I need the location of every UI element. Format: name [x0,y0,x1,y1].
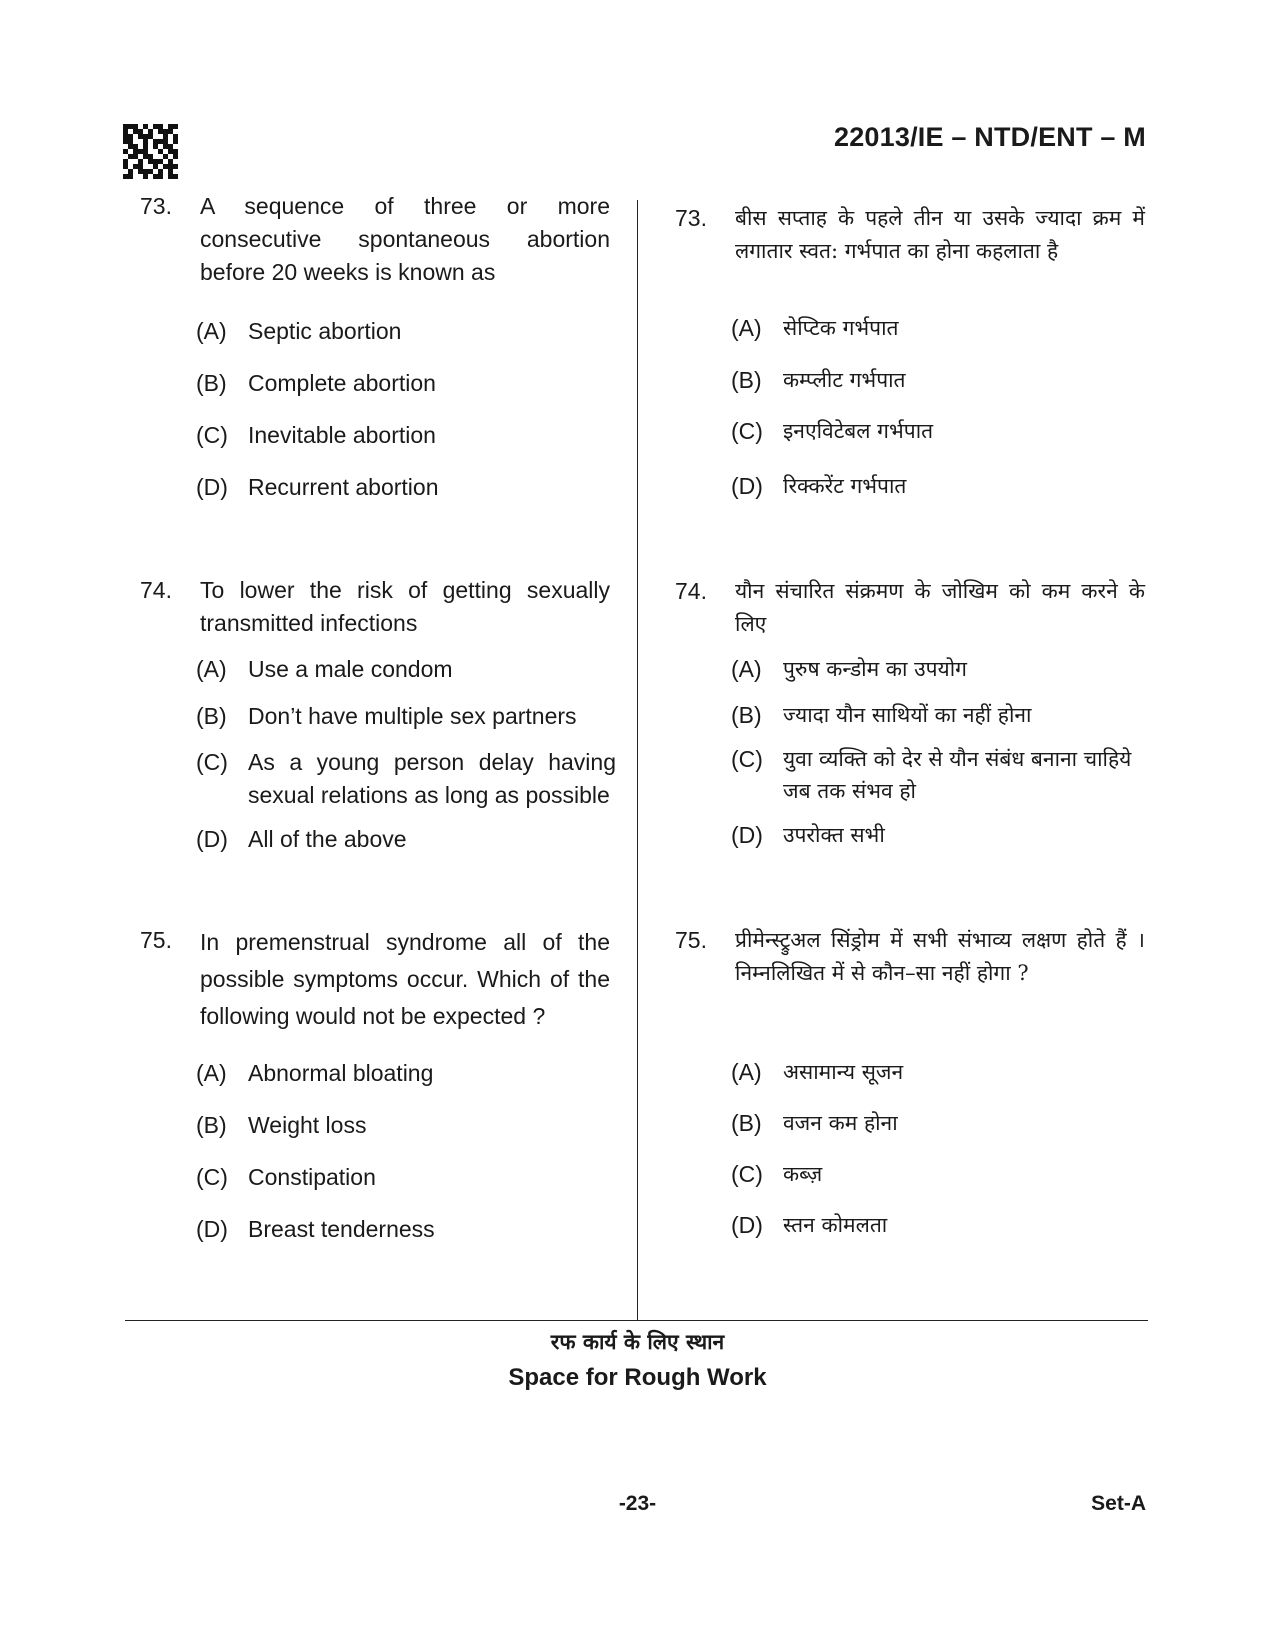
option-text: As a young person delay having sexual relations as long as possible [248,749,616,808]
option-label: (D) [731,473,763,499]
option-text: Weight loss [248,1112,367,1138]
option-label: (D) [731,1212,763,1238]
option-73-d-hi [731,470,1151,503]
question-text: To lower the risk of getting sexually transmitted infections [200,577,610,636]
question-73-hi [675,202,1145,268]
option-73-d-en [196,471,616,504]
option-label: (D) [731,822,763,848]
option-label: (B) [196,1112,227,1138]
option-75-b-hi [731,1107,1151,1140]
paper-code: 22013/IE – NTD/ENT – M [833,122,1146,152]
question-text: प्रीमेन्स्ट्रुअल सिंड्रोम में सभी संभाव्य लक्षण होते हैं । निम्नलिखित में से कौन–सा नहीं होगा ? [735,928,1145,985]
question-number: 75. [140,927,172,953]
question-number: 74. [140,577,172,603]
option-label: (B) [196,703,227,729]
option-73-c-hi [731,415,1151,448]
page-number: -23- [618,1492,657,1515]
option-73-a-en [196,315,616,348]
option-74-d-hi [731,819,1151,852]
option-75-b-en [196,1109,616,1142]
option-73-b-en [196,367,616,400]
option-text: Use a male condom [248,656,453,682]
option-label: (C) [731,1161,763,1187]
option-75-a-en [196,1057,616,1090]
option-label: (A) [196,656,227,682]
option-74-c-hi [731,743,1151,807]
option-label: (C) [196,749,228,775]
option-74-a-en [196,653,616,686]
option-text: युवा व्यक्ति को देर से यौन संबंध बनाना चाहिये जब तक संभव हो [783,747,1132,803]
option-label: (A) [731,315,762,341]
question-text: बीस सप्ताह के पहले तीन या उसके ज्यादा क्रम में लगातार स्वत: गर्भपात का होना कहलाता है [735,206,1145,263]
option-text: Breast tenderness [248,1216,435,1242]
option-label: (A) [196,318,227,344]
option-text: Recurrent abortion [248,474,439,500]
option-text: स्तन कोमलता [783,1213,888,1237]
option-text: कब्ज़ [783,1162,823,1186]
option-75-a-hi [731,1056,1151,1089]
option-label: (C) [196,422,228,448]
question-number: 75. [675,927,707,953]
option-label: (B) [196,370,227,396]
option-label: (D) [196,474,228,500]
option-text: Inevitable abortion [248,422,436,448]
option-label: (B) [731,702,762,728]
option-text: Don’t have multiple sex partners [248,703,577,729]
question-74-hi [675,575,1145,641]
column-divider [637,200,638,1320]
option-74-b-en [196,700,616,733]
option-text: रिक्करेंट गर्भपात [783,474,907,498]
option-74-d-en [196,823,616,856]
option-label: (A) [731,656,762,682]
option-73-c-en [196,419,616,452]
rough-work-divider [125,1320,1148,1321]
option-text: असामान्य सूजन [783,1060,904,1084]
qr-code-icon [123,124,178,179]
question-74-en [140,574,610,640]
option-text: उपरोक्त सभी [783,823,885,847]
question-75-hi [675,924,1145,990]
question-text: A sequence of three or more consecutive spontaneous abortion before 20 weeks is known as [200,193,610,285]
option-text: कम्प्लीट गर्भपात [783,368,906,392]
option-73-a-hi [731,312,1151,345]
option-label: (C) [731,418,763,444]
question-number: 74. [675,578,707,604]
option-label: (B) [731,367,762,393]
option-text: पुरुष कन्डोम का उपयोग [783,657,967,681]
option-label: (C) [196,1164,228,1190]
option-text: All of the above [248,826,407,852]
option-74-a-hi [731,653,1151,686]
option-label: (D) [196,1216,228,1242]
rough-work-heading: Space for Rough Work [508,1364,767,1391]
question-text: यौन संचारित संक्रमण के जोखिम को कम करने के लिए [735,579,1145,636]
option-73-b-hi [731,364,1151,397]
option-label: (A) [731,1059,762,1085]
option-text: Abnormal bloating [248,1060,434,1086]
question-75-en [140,924,610,1035]
question-number: 73. [675,205,707,231]
option-text: Constipation [248,1164,376,1190]
question-73-en [140,190,610,289]
question-number: 73. [140,193,172,219]
option-label: (D) [196,826,228,852]
option-74-b-hi [731,699,1151,732]
option-75-c-en [196,1161,616,1194]
option-75-d-hi [731,1209,1151,1242]
option-text: ज्यादा यौन साथियों का नहीं होना [783,703,1032,727]
option-label: (B) [731,1110,762,1136]
option-text: सेप्टिक गर्भपात [783,316,899,340]
option-74-c-en [196,746,616,812]
option-text: वजन कम होना [783,1111,898,1135]
set-label: Set-A [1091,1492,1146,1515]
option-75-d-en [196,1213,616,1246]
option-text: इनएविटेबल गर्भपात [783,419,934,443]
option-text: Septic abortion [248,318,402,344]
option-75-c-hi [731,1158,1151,1191]
question-text: In premenstrual syndrome all of the possible symptoms occur. Which of the following would not be expected ? [200,929,610,1029]
option-label: (C) [731,746,763,772]
option-text: Complete abortion [248,370,436,396]
option-label: (A) [196,1060,227,1086]
rough-work-heading-hindi: रफ कार्य के लिए स्थान [550,1329,725,1354]
